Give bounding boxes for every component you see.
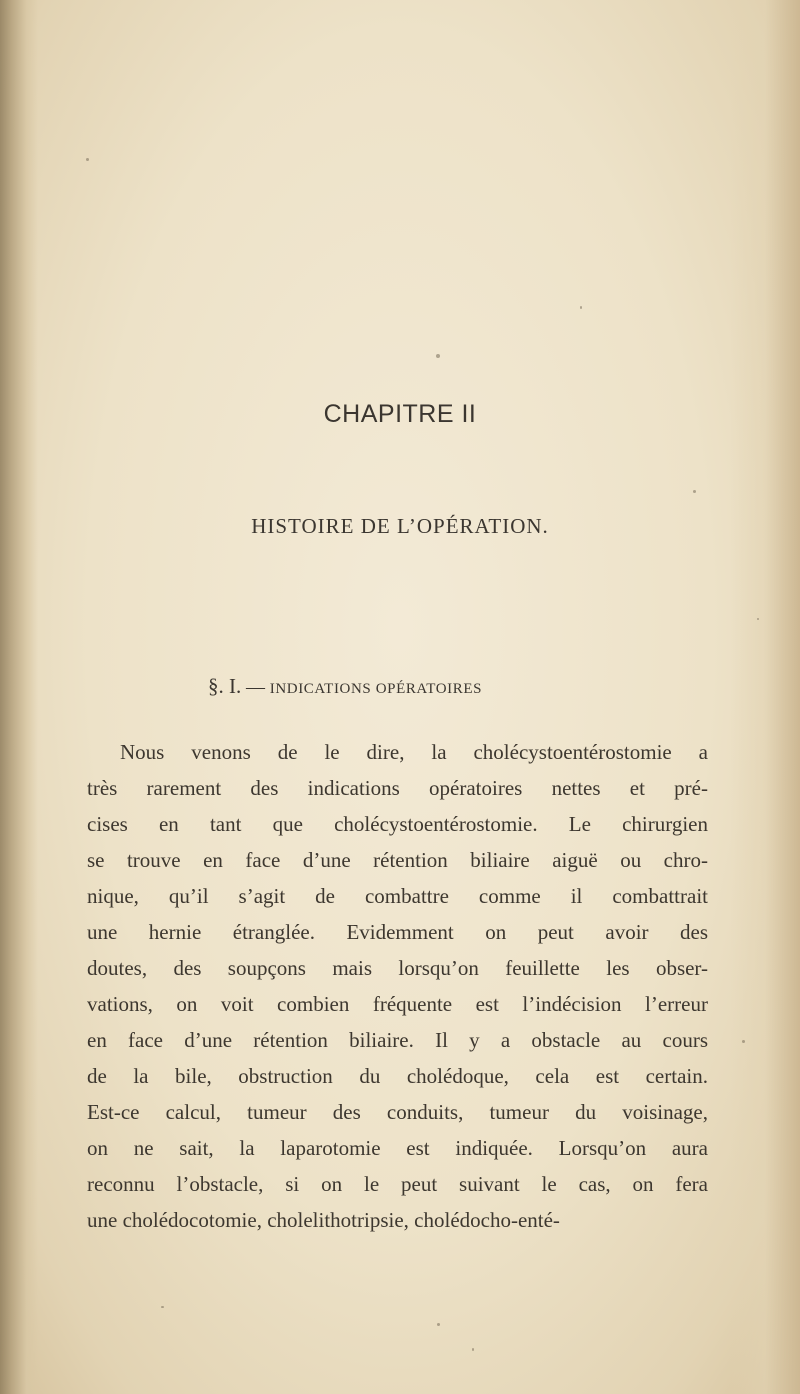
text-line: doutes, des soupçons mais lorsqu’on feuillette les obser- — [87, 956, 708, 980]
subsection-dash: — — [246, 677, 265, 698]
text-line: Est-ce calcul, tumeur des conduits, tumeur du voisinage, — [87, 1100, 708, 1124]
text-line: cises en tant que cholécystoentérostomie. Le chirurgien — [87, 812, 708, 836]
section-title: HISTOIRE DE L’OPÉRATION. — [251, 514, 549, 538]
text-line: une hernie étranglée. Evidemment on peut avoir des — [87, 920, 708, 944]
chapter-title: CHAPITRE II — [323, 400, 477, 428]
text-line: vations, on voit combien fréquente est l’indécision l’erreur — [87, 992, 708, 1016]
subsection-title: INDICATIONS OPÉRATOIRES — [269, 681, 483, 697]
text-line: on ne sait, la laparotomie est indiquée. Lorsqu’on aura — [87, 1136, 708, 1160]
text-line: en face d’une rétention biliaire. Il y a obstacle au cours — [87, 1028, 708, 1052]
text-line: de la bile, obstruction du cholédoque, cela est certain. — [87, 1064, 708, 1088]
text-line: très rarement des indications opératoires nettes et pré- — [87, 776, 708, 800]
page-edge-shadow — [730, 0, 800, 1394]
text-line: se trouve en face d’une rétention biliaire aiguë ou chro- — [87, 848, 708, 872]
text-line: nique, qu’il s’agit de combattre comme il combattrait — [87, 884, 708, 908]
text-line: reconnu l’obstacle, si on le peut suivant le cas, on fera — [87, 1172, 708, 1196]
subsection-number: §. I. — [208, 674, 242, 698]
binding-shadow — [0, 0, 38, 1394]
subsection-heading — [208, 674, 482, 699]
text-line: une cholédocotomie, cholelithotripsie, cholédocho-enté- — [87, 1208, 560, 1232]
text-line: Nous venons de le dire, la cholécystoentérostomie a — [120, 740, 708, 764]
